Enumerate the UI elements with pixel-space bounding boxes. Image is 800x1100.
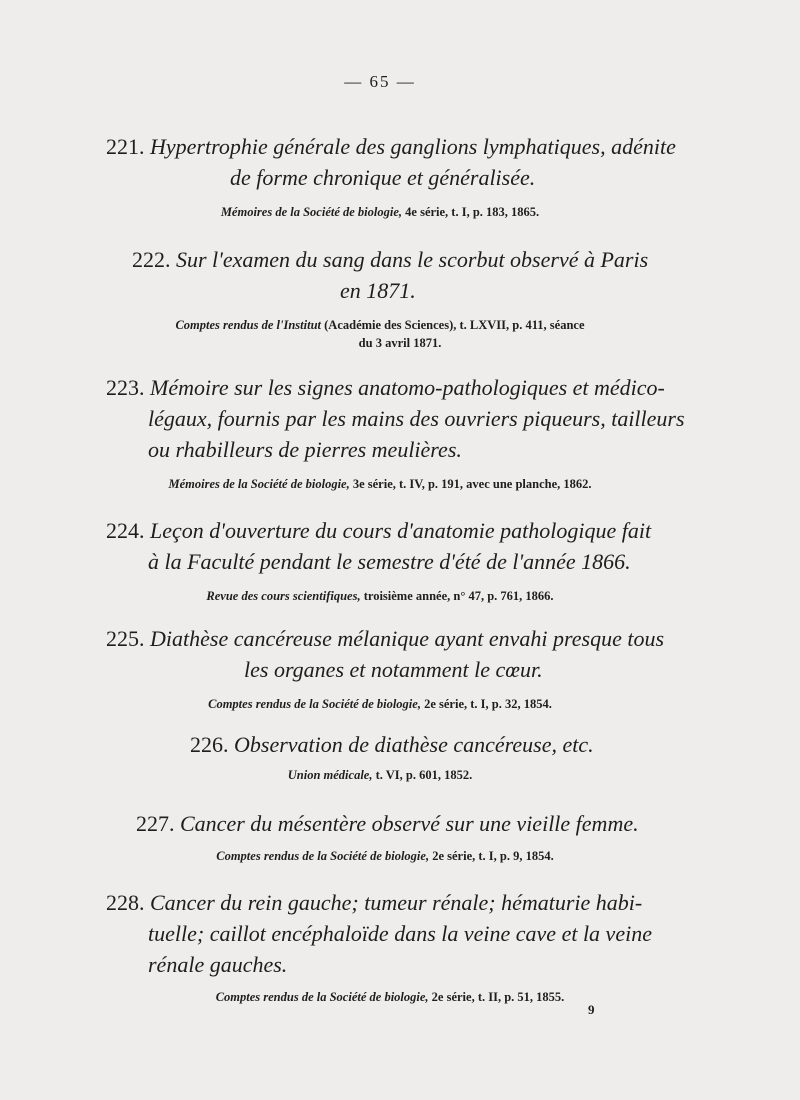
page-number: — 65 — bbox=[344, 72, 416, 91]
title-line: 224. Leçon d'ouverture du cours d'anatomie pathologique fait bbox=[106, 518, 652, 543]
entry-223 bbox=[0, 372, 800, 493]
title-line: 228. Cancer du rein gauche; tumeur rénale; hématurie habi- bbox=[106, 890, 643, 915]
entry-221 bbox=[0, 131, 800, 221]
citation-details-line2: du 3 avril 1871. bbox=[358, 336, 442, 350]
title-line: 222. Sur l'examen du sang dans le scorbut observé à Paris bbox=[132, 247, 649, 272]
entry-title bbox=[0, 887, 800, 980]
citation bbox=[0, 695, 760, 713]
title-line: rénale gauches. bbox=[148, 952, 288, 977]
entry-title bbox=[0, 623, 800, 685]
title-line: de forme chronique et généralisée. bbox=[230, 165, 536, 190]
entry-title bbox=[0, 131, 800, 193]
entry-226 bbox=[0, 729, 800, 784]
entry-title bbox=[0, 729, 800, 760]
citation-journal: Comptes rendus de la Société de biologie, bbox=[208, 697, 421, 711]
citation-details: 3e série, t. IV, p. 191, avec une planche, 1862. bbox=[349, 477, 592, 491]
entry-number: 226. bbox=[190, 732, 229, 757]
citation-details: 4e série, t. I, p. 183, 1865. bbox=[402, 205, 540, 219]
title-line: les organes et notamment le cœur. bbox=[244, 657, 543, 682]
citation-journal: Union médicale, bbox=[287, 768, 373, 782]
title-line: 226. Observation de diathèse cancéreuse, etc. bbox=[190, 732, 594, 757]
entry-title bbox=[0, 244, 800, 306]
entry-number: 228. bbox=[106, 890, 145, 915]
citation-journal: Mémoires de la Société de biologie, bbox=[168, 477, 350, 491]
citation-details: 2e série, t. I, p. 32, 1854. bbox=[420, 697, 552, 711]
citation-details: (Académie des Sciences), t. LXVII, p. 411, séance bbox=[321, 318, 585, 332]
title-line: en 1871. bbox=[340, 278, 416, 303]
citation-details: troisième année, n° 47, p. 761, 1866. bbox=[360, 589, 554, 603]
title-line: tuelle; caillot encéphaloïde dans la veine cave et la veine bbox=[148, 921, 652, 946]
citation-details: 2e série, t. II, p. 51, 1855. bbox=[428, 990, 565, 1004]
entry-title bbox=[0, 372, 800, 465]
entry-number: 225. bbox=[106, 626, 145, 651]
citation bbox=[0, 766, 760, 784]
title-line: 225. Diathèse cancéreuse mélanique ayant envahi presque tous bbox=[106, 626, 665, 651]
entry-number: 221. bbox=[106, 134, 145, 159]
title-line: 223. Mémoire sur les signes anatomo-pathologiques et médico- bbox=[106, 375, 665, 400]
citation bbox=[0, 203, 760, 221]
citation-details: t. VI, p. 601, 1852. bbox=[372, 768, 473, 782]
citation-journal: Revue des cours scientifiques, bbox=[206, 589, 361, 603]
title-line: à la Faculté pendant le semestre d'été de l'année 1866. bbox=[148, 549, 631, 574]
citation bbox=[0, 847, 770, 865]
entry-title bbox=[0, 808, 800, 839]
citation-journal: Comptes rendus de la Société de biologie, bbox=[215, 990, 429, 1004]
citation-journal: Comptes rendus de la Société de biologie, bbox=[216, 849, 430, 863]
entry-224 bbox=[0, 515, 800, 605]
entry-228 bbox=[0, 887, 800, 1006]
title-line: 227. Cancer du mésentère observé sur une vieille femme. bbox=[136, 811, 639, 836]
citation bbox=[0, 475, 760, 493]
title-line: légaux, fournis par les mains des ouvriers piqueurs, tailleurs bbox=[148, 406, 685, 431]
citation bbox=[0, 587, 760, 605]
citation bbox=[0, 988, 780, 1006]
entry-number: 222. bbox=[132, 247, 171, 272]
entry-227 bbox=[0, 808, 800, 865]
title-line: ou rhabilleurs de pierres meulières. bbox=[148, 437, 462, 462]
citation bbox=[0, 316, 760, 352]
title-line: 221. Hypertrophie générale des ganglions lymphatiques, adénite bbox=[106, 134, 676, 159]
entry-225 bbox=[0, 623, 800, 713]
citation-details: 2e série, t. I, p. 9, 1854. bbox=[429, 849, 554, 863]
citation-journal: Mémoires de la Société de biologie, bbox=[220, 205, 403, 219]
signature-mark: 9 bbox=[588, 1002, 595, 1017]
entry-title bbox=[0, 515, 800, 577]
entry-number: 224. bbox=[106, 518, 145, 543]
entry-number: 223. bbox=[106, 375, 145, 400]
entry-222 bbox=[0, 244, 800, 352]
entry-number: 227. bbox=[136, 811, 175, 836]
citation-journal: Comptes rendus de l'Institut bbox=[175, 318, 321, 332]
